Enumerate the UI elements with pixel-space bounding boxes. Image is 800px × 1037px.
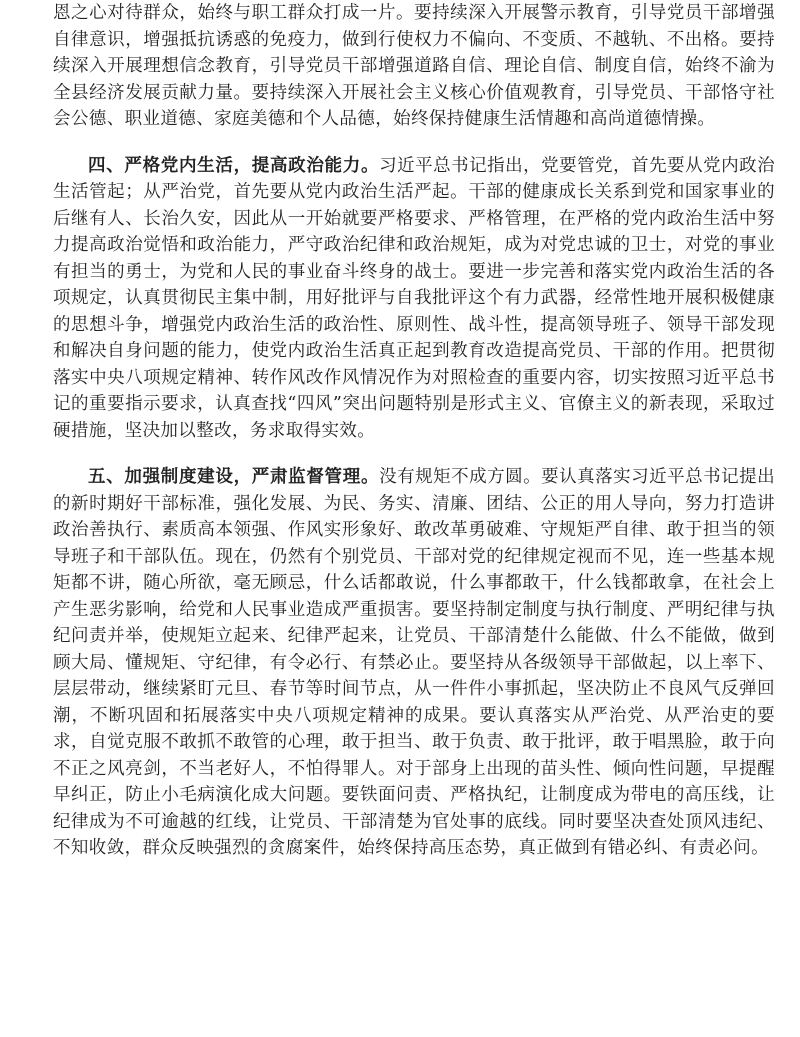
paragraph-continuation — [53, 0, 775, 133]
paragraph-body: 恩之心对待群众，始终与职工群众打成一片。要持续深入开展警示教育，引导党员干部增强自律意识，增强抵抗诱惑的免疫力，做到行使权力不偏向、不变质、不越轨、不出格。要持续深入开展理想信念教育，引导党员干部增强道路自信、理论自信、制度自信，始终不渝为全县经济发展贡献力量。要持续深入开展社会主义核心价值观教育，引导党员、干部恪守社会公德、职业道德、家庭美德和个人品德，始终保持健康生活情趣和高尚道德情操。 — [53, 3, 775, 129]
document-body — [53, 0, 775, 862]
paragraph-body: 习近平总书记指出，党要管党，首先要从党内政治生活管起；从严治党，首先要从党内政治生活严起。干部的健康成长关系到党和国家事业的后继有人、长治久安，因此从一开始就要严格要求、严格管理，在严格的党内政治生活中努力提高政治觉悟和政治能力，严守政治纪律和政治规矩，成为对党忠诚的卫士，对党的事业有担当的勇士，为党和人民的事业奋斗终身的战士。要进一步完善和落实党内政治生活的各项规定，认真贯彻民主集中制，用好批评与自我批评这个有力武器，经常性地开展积极健康的思想斗争，增强党内政治生活的政治性、原则性、战斗性，提高领导班子、领导干部发现和解决自身问题的能力，使党内政治生活真正起到教育改造提高党员、干部的作用。把贯彻落实中央八项规定精神、转作风改作风情况作为对照检查的重要内容，切实按照习近平总书记的重要指示要求，认真查找“四风”突出问题特别是形式主义、官僚主义的新表现，采取过硬措施，坚决加以整改，务求取得实效。 — [53, 155, 775, 441]
paragraph-section-four — [53, 153, 775, 445]
section-heading: 五、加强制度建设，严肃监督管理。 — [88, 467, 380, 487]
paragraph-body: 没有规矩不成方圆。要认真落实习近平总书记提出的新时期好干部标准，强化发展、为民、务实、清廉、团结、公正的用人导向，努力打造讲政治善执行、素质高本领强、作风实形象好、敢改革勇破难、守规矩严自律、敢于担当的领导班子和干部队伍。现在，仍然有个别党员、干部对党的纪律规定视而不见，连一些基本规矩都不讲，随心所欲，毫无顾忌，什么话都敢说，什么事都敢干，什么钱都敢拿，在社会上产生恶劣影响，给党和人民事业造成严重损害。要坚持制定制度与执行制度、严明纪律与执纪问责并举，使规矩立起来、纪律严起来，让党员、干部清楚什么能做、什么不能做，做到顾大局、懂规矩、守纪律，有令必行、有禁必止。要坚持从各级领导干部做起，以上率下、层层带动，继续紧盯元旦、春节等时间节点，从一件件小事抓起，坚决防止不良风气反弹回潮，不断巩固和拓展落实中央八项规定精神的成果。要认真落实从严治党、从严治吏的要求，自觉克服不敢抓不敢管的心理，敢于担当、敢于负责、敢于批评，敢于唱黑脸，敢于向不正之风亮剑，不当老好人，不怕得罪人。对于部身上出现的苗头性、倾向性问题，早提醒早纠正，防止小毛病演化成大问题。要铁面问责、严格执纪，让制度成为带电的高压线，让纪律成为不可逾越的红线，让党员、干部清楚为官处事的底线。同时要坚决查处顶风违纪、不知收敛，群众反映强烈的贪腐案件，始终保持高压态势，真正做到有错必纠、有责必问。 — [53, 467, 775, 858]
section-heading: 四、严格党内生活，提高政治能力。 — [88, 155, 380, 176]
paragraph-section-five — [53, 464, 775, 862]
